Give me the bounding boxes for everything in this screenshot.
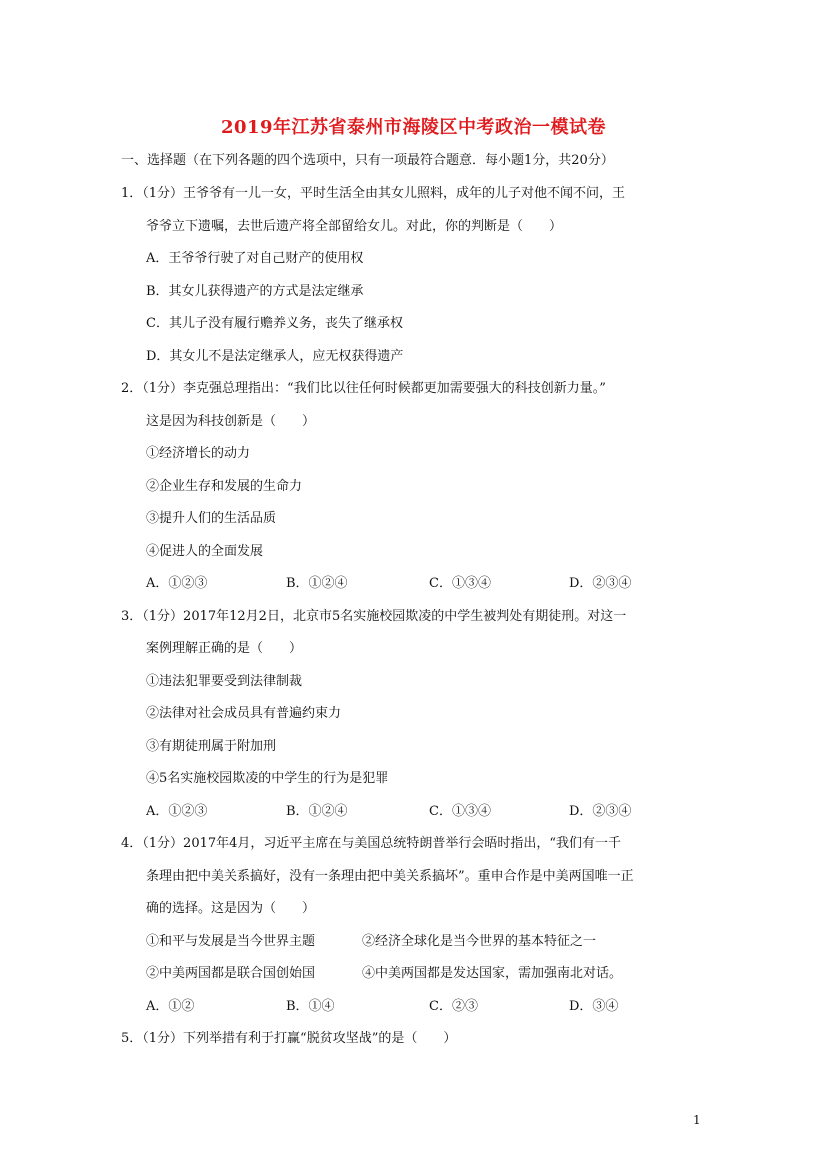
q2-item-1: ①经济增长的动力 [146, 446, 251, 461]
question-5-text: 5．（1分）下列举措有利于打赢“脱贫攻坚战”的是（ ） [121, 1031, 457, 1046]
q2-item-2: ②企业生存和发展的生命力 [146, 479, 303, 494]
question-4-text: 4．（1分）2017年4月，习近平主席在与美国总统特朗普举行会晤时指出，“我们有一千 [121, 836, 622, 851]
q2-item-4: ④促进人的全面发展 [146, 544, 264, 559]
q4-item-4: ④中美两国都是发达国家，需加强南北对话。 [362, 966, 623, 981]
q4-option-c: C．②③ [429, 999, 478, 1014]
q2-option-c: C．①③④ [429, 576, 491, 591]
q4-item-3: ②中美两国都是联合国创始国 [146, 966, 316, 981]
q4-option-a: A．①② [146, 999, 195, 1014]
q4-option-d: D．③④ [569, 999, 619, 1014]
q3-item-2: ②法律对社会成员具有普遍约束力 [146, 706, 342, 721]
q2-option-a: A．①②③ [146, 576, 208, 591]
q4-item-2: ②经济全球化是当今世界的基本特征之一 [362, 934, 597, 949]
question-3-text-cont: 案例理解正确的是（ ） [146, 641, 303, 656]
question-4-text-cont-2: 确的选择。这是因为（ ） [146, 901, 316, 916]
q1-option-a: A．王爷爷行驶了对自己财产的使用权 [146, 251, 364, 266]
question-1-text-cont: 爷爷立下遗嘱，去世后遗产将全部留给女儿。对此，你的判断是（ ） [146, 219, 563, 234]
q1-option-c: C．其儿子没有履行赡养义务，丧失了继承权 [146, 316, 403, 331]
q1-option-d: D．其女儿不是法定继承人，应无权获得遗产 [146, 349, 404, 364]
q3-item-4: ④5名实施校园欺凌的中学生的行为是犯罪 [146, 771, 389, 786]
q3-option-d: D．②③④ [569, 804, 632, 819]
q3-item-1: ①违法犯罪要受到法律制裁 [146, 674, 303, 689]
page-title: 2019年江苏省泰州市海陵区中考政治一模试卷 [220, 117, 607, 138]
page-number: 1 [693, 1113, 701, 1127]
question-1-text: 1．（1分）王爷爷有一儿一女，平时生活全由其女儿照料，成年的儿子对他不闻不问，王 [121, 186, 626, 201]
question-3-text: 3．（1分）2017年12月2日，北京市5名实施校园欺凌的中学生被判处有期徒刑。对这一 [121, 609, 627, 624]
question-2-text-cont: 这是因为科技创新是（ ） [146, 414, 316, 429]
q4-item-1: ①和平与发展是当今世界主题 [146, 934, 316, 949]
q2-option-b: B．①②④ [286, 576, 348, 591]
section-heading: 一、选择题（在下列各题的四个选项中，只有一项最符合题意．每小题1分，共20分） [121, 153, 614, 168]
q3-option-a: A．①②③ [146, 804, 208, 819]
q3-option-c: C．①③④ [429, 804, 491, 819]
q2-option-d: D．②③④ [569, 576, 632, 591]
question-2-text: 2．（1分）李克强总理指出：“我们比以往任何时候都更加需要强大的科技创新力量。” [121, 381, 606, 396]
q1-option-b: B．其女儿获得遗产的方式是法定继承 [146, 284, 364, 299]
question-4-text-cont-1: 条理由把中美关系搞好，没有一条理由把中美关系搞坏”。重申合作是中美两国唯一正 [146, 869, 634, 884]
q4-option-b: B．①④ [286, 999, 335, 1014]
q3-item-3: ③有期徒刑属于附加刑 [146, 739, 277, 754]
q3-option-b: B．①②④ [286, 804, 348, 819]
q2-item-3: ③提升人们的生活品质 [146, 511, 277, 526]
